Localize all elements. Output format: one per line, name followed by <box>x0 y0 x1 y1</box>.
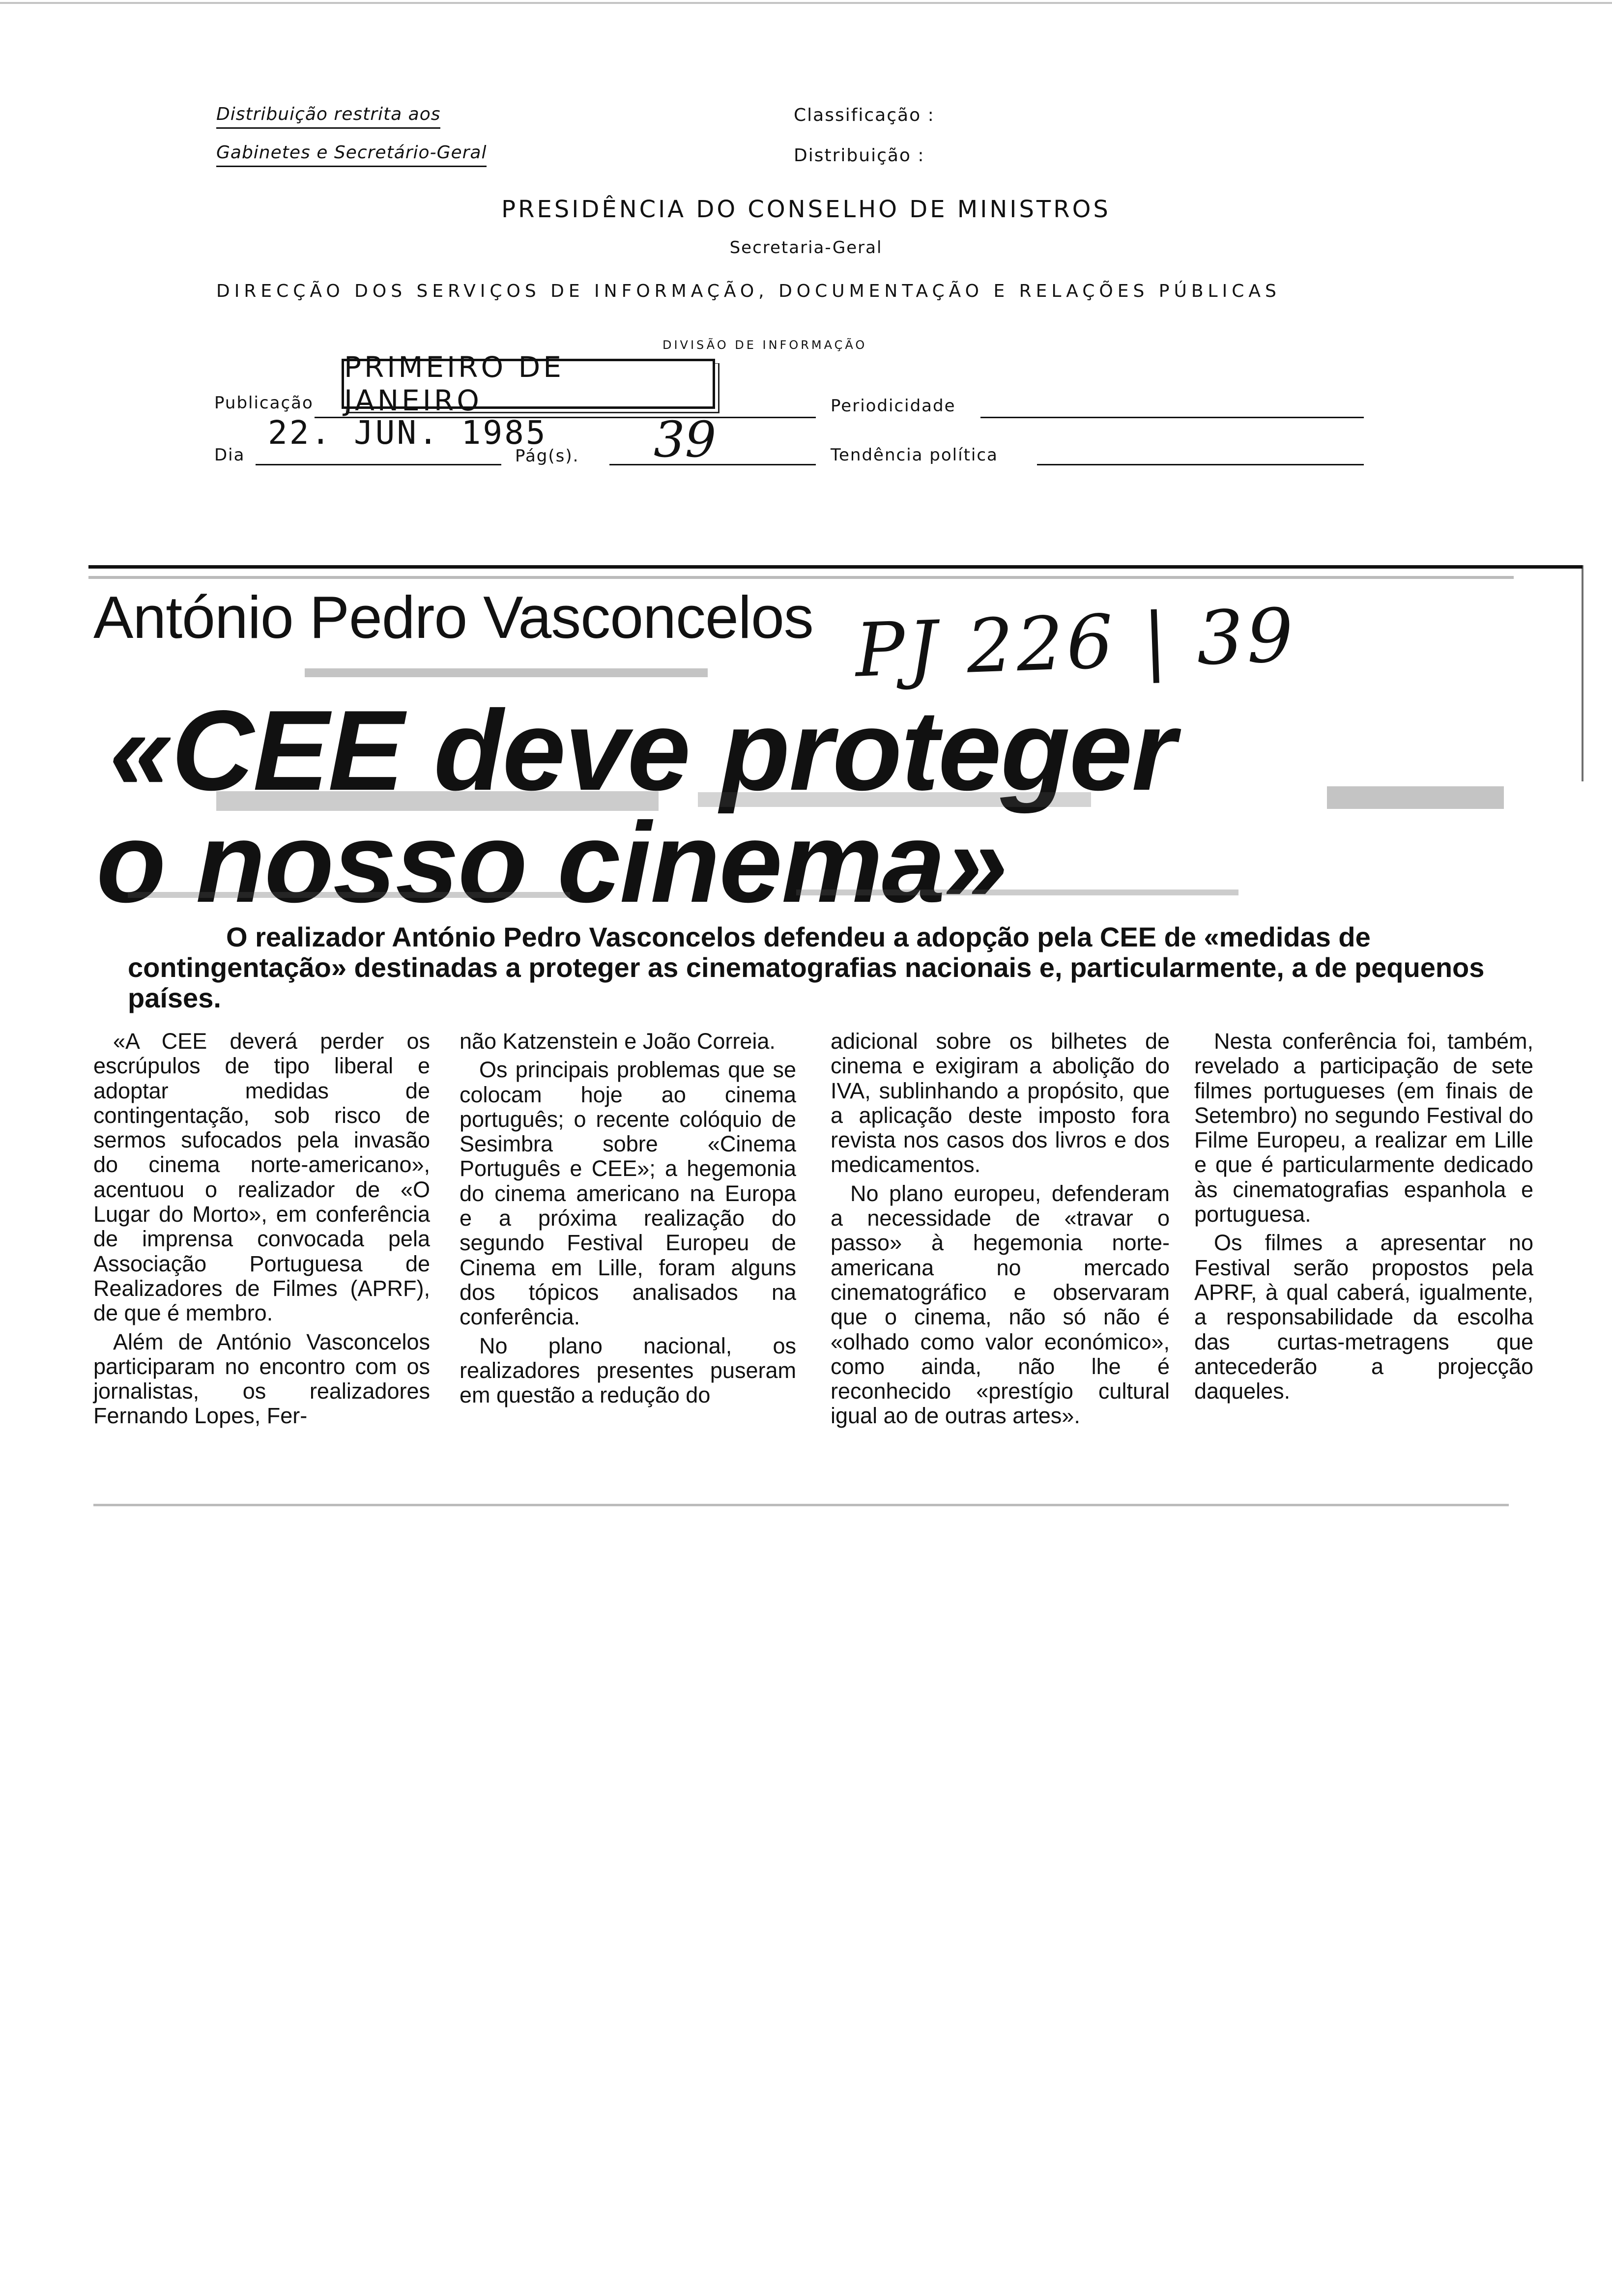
page-value: 39 <box>654 411 717 468</box>
restricted-line-2: Gabinetes e Secretário-Geral <box>216 143 487 167</box>
tendency-label: Tendência política <box>831 445 998 465</box>
office-title: PRESIDÊNCIA DO CONSELHO DE MINISTROS <box>501 196 1111 223</box>
column-2-paragraph-1: não Katzenstein e João Correia. <box>460 1029 776 1054</box>
publication-label: Publicação <box>214 393 314 413</box>
directorate-title: DIRECÇÃO DOS SERVIÇOS DE INFORMAÇÃO, DOCUMENTAÇÃO E RELAÇÕES PÚBLICAS <box>216 281 1281 301</box>
distribution-label: Distribuição : <box>794 145 925 166</box>
periodicity-field-line <box>980 417 1364 418</box>
clipping-right-edge <box>1582 565 1583 781</box>
division-title: DIVISÃO DE INFORMAÇÃO <box>662 338 867 352</box>
column-2-paragraph-2: Os principais problemas que se colocam hoje ao cinema português; o recente colóquio de Sesimbra sobre «Cinema Português e CEE»; a hegemonia do cinema americano na Europa e a próxima realização do segundo Festival Europeu de Cinema em Lille, foram alguns dos tópicos analisados na conferência. <box>460 1057 796 1330</box>
handwritten-code: PJ 226 | 39 <box>854 593 1298 694</box>
headline-line-2: o nosso cinema» <box>96 799 1007 926</box>
column-4-paragraph-1: Nesta conferência foi, também, revelado a participação de sete filmes portugueses (em finais de Setembro) no segundo Festival do Filme Europeu, a realizar em Lille e que é particularmente dedicado às cinematografias espanhola e portuguesa. <box>1194 1029 1533 1227</box>
article-column-4 <box>1194 1029 1533 1407</box>
print-noise-5 <box>128 892 570 898</box>
date-value: 22. JUN. 1985 <box>268 414 547 452</box>
column-3-paragraph-1: adicional sobre os bilhetes de cinema e exigiram a abolição do IVA, sublinhando a propósito, que a aplicação deste imposto fora revista nos casos dos livros e dos medicamentos. <box>831 1029 1170 1177</box>
day-label: Dia <box>214 445 245 465</box>
column-1-paragraph-2: Além de António Vasconcelos participaram no encontro com os jornalistas, os realizadores Fernando Lopes, Fer- <box>93 1329 430 1429</box>
day-field-line <box>256 464 501 465</box>
publication-stamp <box>342 350 715 417</box>
periodicity-label: Periodicidade <box>831 396 956 416</box>
column-2-paragraph-3: No plano nacional, os realizadores presentes puseram em questão a redução do <box>460 1333 796 1408</box>
scan-edge-noise <box>0 2 1612 4</box>
clipping-top-rule <box>88 565 1583 569</box>
article-column-3 <box>831 1029 1170 1433</box>
restricted-line-1: Distribuição restrita aos <box>216 104 440 129</box>
print-noise-4 <box>1327 786 1504 809</box>
clipping-noise-band <box>88 576 1514 579</box>
tendency-field-line <box>1037 464 1364 465</box>
classification-label: Classificação : <box>794 105 935 125</box>
page-label: Pág(s). <box>515 446 579 466</box>
column-3-paragraph-2: No plano europeu, defenderam a necessidade de «travar o passo» à hegemonia norte-americana no mercado cinematográfico e observaram que o cinema, não só não é «olhado como valor económico», como ainda, não lhe é reconhecido «prestígio cultural igual ao de outras artes». <box>831 1180 1170 1429</box>
article-column-1 <box>93 1029 430 1433</box>
column-1-paragraph-1: «A CEE deverá perder os escrúpulos de tipo liberal e adoptar medidas de contingentação, sob risco de sermos sufocados pela invasão do cinema norte-americano», acentuou o realizador de «O Lugar do Morto», em conferência de imprensa convocada pela Associação Portuguesa de Realizadores de Filmes (APRF), de que é membro. <box>93 1029 430 1326</box>
print-noise-6 <box>796 890 1238 895</box>
page-field-line <box>609 464 816 465</box>
article-lead: O realizador António Pedro Vasconcelos defendeu a adopção pela CEE de «medidas de contingentação» destinadas a proteger as cinematografias nacionais e, particularmente, a de pequenos países. <box>128 921 1485 1013</box>
print-noise-1 <box>305 668 708 677</box>
secretariat-title: Secretaria-Geral <box>729 238 883 258</box>
article-byline: António Pedro Vasconcelos <box>93 584 813 651</box>
publication-stamp-text: PRIMEIRO DE JANEIRO <box>344 350 564 417</box>
column-4-paragraph-2: Os filmes a apresentar no Festival serão propostos pela APRF, à qual caberá, igualmente, a responsabilidade da escolha das curtas-metragens que antecederão a projecção daqueles. <box>1194 1230 1533 1404</box>
clipping-bottom-edge <box>93 1504 1509 1506</box>
headline-line-1: «CEE deve proteger <box>109 687 1175 814</box>
article-column-2 <box>460 1029 796 1411</box>
